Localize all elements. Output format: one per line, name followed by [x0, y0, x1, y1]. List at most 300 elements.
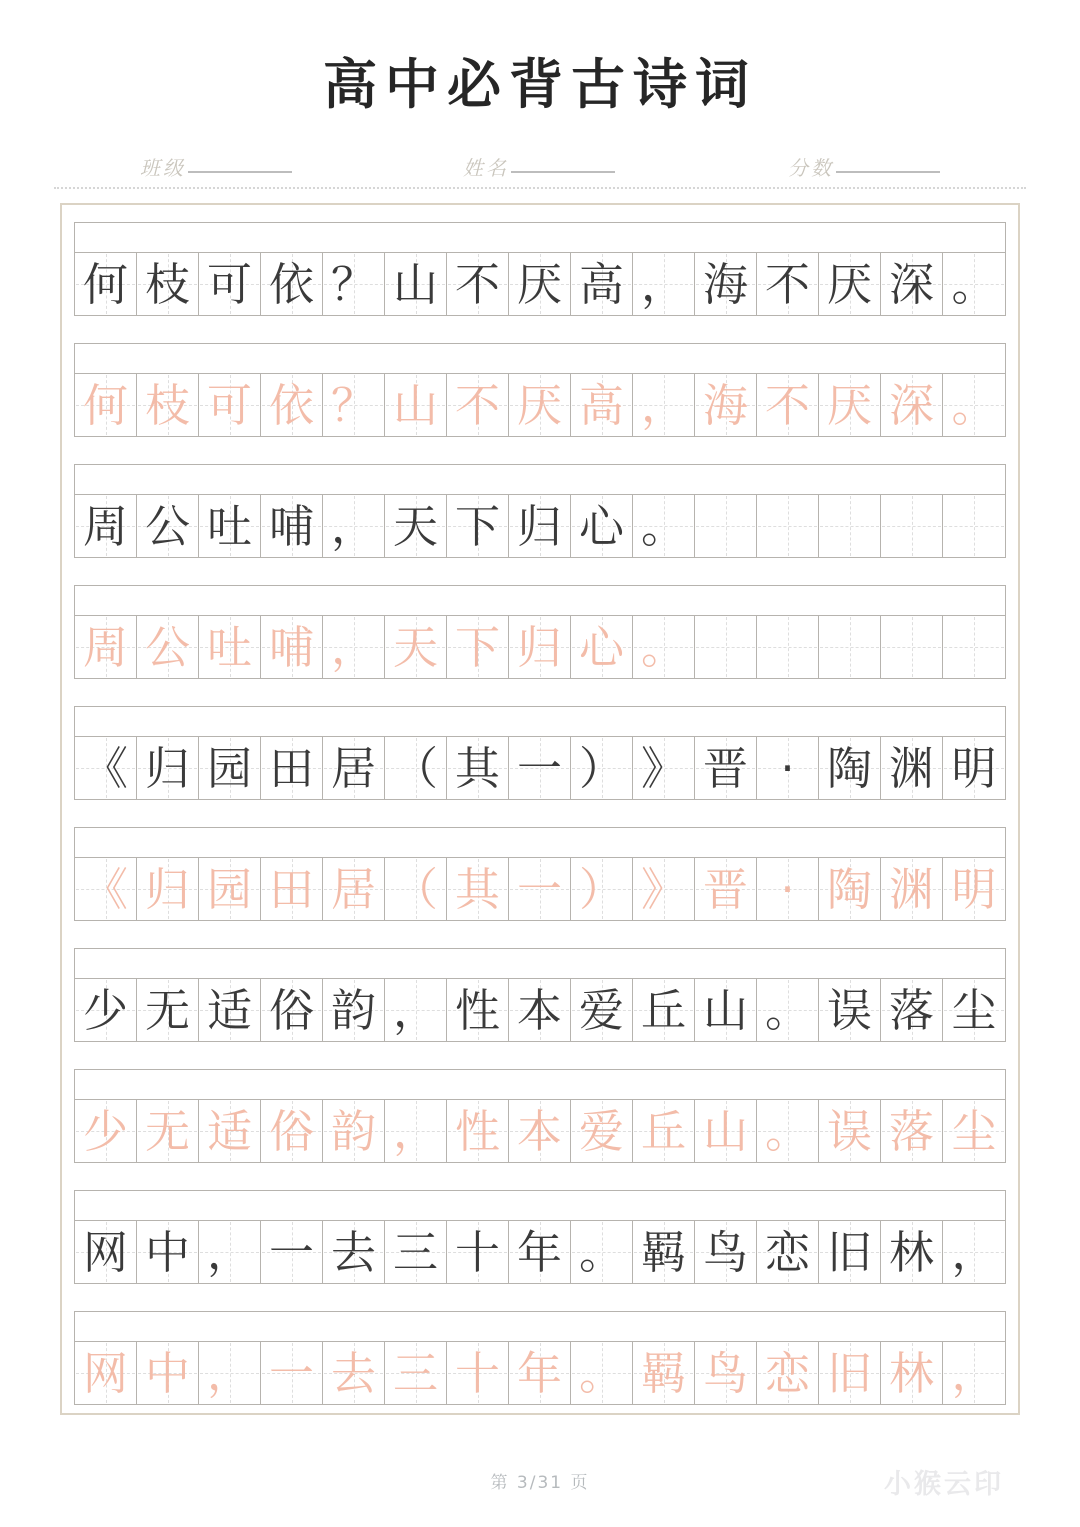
practice-cell: [137, 253, 199, 315]
trace-glyph: 山: [702, 1104, 748, 1158]
practice-cell: [199, 1221, 261, 1283]
example-glyph: ？: [330, 257, 376, 311]
practice-cell: [571, 495, 633, 557]
example-glyph: ，: [206, 1225, 252, 1279]
trace-glyph: 不: [764, 378, 810, 432]
trace-glyph: 适: [206, 1104, 252, 1158]
example-glyph: 渊: [888, 741, 934, 795]
trace-glyph: 。: [578, 1346, 624, 1400]
page-number: 第 3/31 页: [490, 1473, 590, 1493]
example-glyph: 海: [702, 257, 748, 311]
trace-glyph: 天: [392, 620, 438, 674]
practice-cell: [881, 1100, 943, 1162]
trace-glyph: ，: [640, 378, 686, 432]
spacer-strip: [74, 343, 1006, 373]
score-field: [788, 152, 940, 181]
practice-cell: [199, 737, 261, 799]
practice-cell: [261, 1100, 323, 1162]
practice-cell: [447, 1342, 509, 1404]
practice-cell: [819, 616, 881, 678]
example-glyph: ，: [330, 499, 376, 553]
practice-cell: [819, 495, 881, 557]
trace-glyph: 林: [888, 1346, 934, 1400]
practice-row: [74, 373, 1006, 437]
practice-cell: [509, 374, 571, 436]
practice-cell: [261, 1221, 323, 1283]
practice-row: [74, 857, 1006, 921]
example-glyph: [881, 495, 942, 557]
trace-glyph: 中: [144, 1346, 190, 1400]
trace-glyph: 羁: [640, 1346, 686, 1400]
example-glyph: 。: [764, 983, 810, 1037]
example-glyph: 》: [640, 741, 686, 795]
example-glyph: 中: [144, 1225, 190, 1279]
example-glyph: 公: [144, 499, 190, 553]
trace-glyph: 厌: [826, 378, 872, 432]
trace-glyph: 爱: [578, 1104, 624, 1158]
trace-glyph: 山: [392, 378, 438, 432]
trace-glyph: 十: [454, 1346, 500, 1400]
practice-cell: [571, 616, 633, 678]
practice-cell: [385, 253, 447, 315]
practice-cell: [881, 979, 943, 1041]
practice-row: [74, 1220, 1006, 1284]
name-field-label: 姓名: [463, 156, 509, 180]
practice-cell: [509, 253, 571, 315]
practice-cell: [261, 858, 323, 920]
practice-cell: [447, 1221, 509, 1283]
trace-glyph: 恋: [764, 1346, 810, 1400]
trace-glyph: [695, 616, 756, 678]
practice-cell: [757, 1100, 819, 1162]
example-glyph: 周: [82, 499, 128, 553]
example-glyph: 年: [516, 1225, 562, 1279]
example-glyph: [819, 495, 880, 557]
trace-glyph: 。: [640, 620, 686, 674]
practice-cell: [199, 374, 261, 436]
trace-glyph: ，: [951, 1346, 997, 1400]
example-glyph: 《: [82, 741, 128, 795]
example-glyph: 深: [888, 257, 934, 311]
practice-cell: [881, 374, 943, 436]
practice-cell: [385, 616, 447, 678]
practice-cell: [571, 858, 633, 920]
class-field-label: 班级: [140, 156, 186, 180]
practice-cell: [633, 979, 695, 1041]
practice-cell: [199, 495, 261, 557]
practice-cell: [199, 1342, 261, 1404]
trace-glyph: ·: [780, 862, 795, 916]
practice-cell: [819, 858, 881, 920]
trace-line-group: [74, 1069, 1018, 1163]
practice-cell: [137, 1342, 199, 1404]
practice-cell: [385, 374, 447, 436]
practice-cell: [943, 1100, 1005, 1162]
trace-glyph: 可: [206, 378, 252, 432]
example-glyph: 羁: [640, 1225, 686, 1279]
practice-cell: [757, 1342, 819, 1404]
example-line-group: [74, 464, 1018, 558]
example-glyph: 园: [206, 741, 252, 795]
trace-glyph: 鸟: [702, 1346, 748, 1400]
practice-cell: [633, 1100, 695, 1162]
practice-cell: [261, 495, 323, 557]
practice-cell: [571, 1221, 633, 1283]
trace-glyph: 不: [454, 378, 500, 432]
practice-cell: [75, 616, 137, 678]
practice-cell: [137, 616, 199, 678]
practice-cell: [633, 616, 695, 678]
practice-cell: [881, 1342, 943, 1404]
example-glyph: 一: [516, 741, 562, 795]
practice-row: [74, 736, 1006, 800]
trace-glyph: 少: [82, 1104, 128, 1158]
trace-glyph: 海: [702, 378, 748, 432]
spacer-strip: [74, 827, 1006, 857]
practice-cell: [757, 1221, 819, 1283]
practice-cell: [819, 1100, 881, 1162]
example-glyph: 不: [454, 257, 500, 311]
trace-glyph: [819, 616, 880, 678]
example-glyph: 鸟: [702, 1225, 748, 1279]
trace-glyph: 园: [206, 862, 252, 916]
practice-cell: [323, 1100, 385, 1162]
trace-glyph: [757, 616, 818, 678]
practice-row: [74, 252, 1006, 316]
example-glyph: （: [392, 741, 438, 795]
practice-cell: [943, 737, 1005, 799]
practice-cell: [447, 495, 509, 557]
example-glyph: 。: [951, 257, 997, 311]
trace-line-group: [74, 827, 1018, 921]
trace-glyph: 网: [82, 1346, 128, 1400]
trace-glyph: 陶: [826, 862, 872, 916]
practice-cell: [757, 495, 819, 557]
practice-cell: [943, 374, 1005, 436]
practice-cell: [695, 253, 757, 315]
example-glyph: ，: [951, 1225, 997, 1279]
trace-glyph: ）: [578, 862, 624, 916]
spacer-strip: [74, 706, 1006, 736]
practice-cell: [199, 858, 261, 920]
practice-cell: [881, 616, 943, 678]
trace-glyph: 归: [516, 620, 562, 674]
practice-cell: [447, 1100, 509, 1162]
example-line-group: [74, 706, 1018, 800]
trace-glyph: 下: [454, 620, 500, 674]
practice-cell: [447, 979, 509, 1041]
example-glyph: 田: [268, 741, 314, 795]
practice-cell: [261, 979, 323, 1041]
practice-cell: [137, 1221, 199, 1283]
trace-glyph: 无: [144, 1104, 190, 1158]
practice-cell: [757, 979, 819, 1041]
trace-glyph: 一: [268, 1346, 314, 1400]
practice-cell: [757, 858, 819, 920]
practice-cell: [75, 737, 137, 799]
practice-row: [74, 615, 1006, 679]
practice-cell: [695, 1100, 757, 1162]
watermark-logo: 小猴云印: [884, 1469, 1004, 1500]
example-glyph: ·: [780, 741, 795, 795]
practice-cell: [509, 858, 571, 920]
class-field-underline: [188, 171, 292, 173]
practice-cell: [819, 374, 881, 436]
practice-cell: [695, 374, 757, 436]
name-field: [463, 152, 615, 181]
practice-cell: [447, 374, 509, 436]
example-glyph: 性: [454, 983, 500, 1037]
trace-glyph: 深: [888, 378, 934, 432]
practice-cell: [633, 1342, 695, 1404]
practice-cell: [261, 737, 323, 799]
practice-cell: [323, 616, 385, 678]
practice-cell: [943, 616, 1005, 678]
practice-cell: [509, 979, 571, 1041]
practice-cell: [137, 979, 199, 1041]
example-glyph: 心: [578, 499, 624, 553]
example-glyph: 枝: [144, 257, 190, 311]
example-glyph: 居: [330, 741, 376, 795]
practice-cell: [385, 1100, 447, 1162]
practice-cell: [757, 616, 819, 678]
practice-cell: [75, 1100, 137, 1162]
example-glyph: 可: [206, 257, 252, 311]
practice-cell: [633, 737, 695, 799]
example-glyph: 吐: [206, 499, 252, 553]
trace-glyph: 渊: [888, 862, 934, 916]
trace-glyph: 公: [144, 620, 190, 674]
score-field-underline: [836, 171, 940, 173]
practice-cell: [385, 1221, 447, 1283]
example-glyph: 晋: [702, 741, 748, 795]
example-glyph: ，: [392, 983, 438, 1037]
page-title: 高中必背古诗词: [323, 53, 757, 116]
practice-cell: [323, 1221, 385, 1283]
name-field-underline: [511, 171, 615, 173]
practice-cell: [943, 1342, 1005, 1404]
example-glyph: 哺: [268, 499, 314, 553]
practice-cell: [695, 737, 757, 799]
example-glyph: 适: [206, 983, 252, 1037]
practice-cell: [571, 374, 633, 436]
practice-cell: [571, 1100, 633, 1162]
trace-glyph: 一: [516, 862, 562, 916]
practice-cell: [571, 1342, 633, 1404]
practice-cell: [509, 1221, 571, 1283]
trace-glyph: [881, 616, 942, 678]
example-glyph: 。: [640, 499, 686, 553]
trace-glyph: 。: [764, 1104, 810, 1158]
spacer-strip: [74, 1069, 1006, 1099]
example-glyph: 无: [144, 983, 190, 1037]
example-glyph: 明: [951, 741, 997, 795]
example-glyph: 尘: [951, 983, 997, 1037]
class-field: [140, 152, 292, 181]
practice-cell: [323, 495, 385, 557]
example-line-group: [74, 222, 1018, 316]
practice-sheet: [60, 203, 1020, 1415]
example-glyph: 厌: [826, 257, 872, 311]
practice-cell: [633, 1221, 695, 1283]
practice-cell: [137, 1100, 199, 1162]
example-glyph: 一: [268, 1225, 314, 1279]
example-glyph: ，: [640, 257, 686, 311]
trace-glyph: 其: [454, 862, 500, 916]
practice-cell: [881, 253, 943, 315]
trace-glyph: 心: [578, 620, 624, 674]
trace-glyph: 《: [82, 862, 128, 916]
practice-cell: [385, 979, 447, 1041]
trace-glyph: 归: [144, 862, 190, 916]
practice-cell: [323, 374, 385, 436]
practice-cell: [447, 253, 509, 315]
trace-line-group: [74, 343, 1018, 437]
trace-glyph: 去: [330, 1346, 376, 1400]
trace-glyph: 落: [888, 1104, 934, 1158]
spacer-strip: [74, 1311, 1006, 1341]
example-line-group: [74, 1190, 1018, 1284]
practice-cell: [261, 374, 323, 436]
practice-cell: [75, 495, 137, 557]
trace-glyph: 田: [268, 862, 314, 916]
example-glyph: 韵: [330, 983, 376, 1037]
score-field-label: 分数: [788, 156, 834, 180]
practice-cell: [447, 616, 509, 678]
trace-glyph: 误: [826, 1104, 872, 1158]
example-glyph: 陶: [826, 741, 872, 795]
example-glyph: 下: [454, 499, 500, 553]
practice-cell: [695, 616, 757, 678]
example-glyph: 本: [516, 983, 562, 1037]
trace-glyph: 何: [82, 378, 128, 432]
practice-cell: [819, 737, 881, 799]
practice-cell: [695, 858, 757, 920]
spacer-strip: [74, 948, 1006, 978]
practice-cell: [261, 253, 323, 315]
practice-cell: [75, 253, 137, 315]
example-glyph: 不: [764, 257, 810, 311]
practice-cell: [943, 495, 1005, 557]
practice-cell: [571, 253, 633, 315]
practice-cell: [881, 858, 943, 920]
practice-cell: [447, 858, 509, 920]
practice-cell: [943, 979, 1005, 1041]
trace-glyph: 性: [454, 1104, 500, 1158]
example-glyph: [695, 495, 756, 557]
practice-cell: [323, 979, 385, 1041]
practice-cell: [509, 1342, 571, 1404]
practice-cell: [75, 979, 137, 1041]
practice-cell: [137, 495, 199, 557]
practice-cell: [509, 495, 571, 557]
example-glyph: 依: [268, 257, 314, 311]
practice-cell: [137, 737, 199, 799]
header-separator: [54, 187, 1026, 189]
practice-cell: [261, 616, 323, 678]
example-glyph: 去: [330, 1225, 376, 1279]
practice-cell: [757, 374, 819, 436]
practice-cell: [447, 737, 509, 799]
practice-cell: [137, 858, 199, 920]
practice-row: [74, 978, 1006, 1042]
example-glyph: 归: [516, 499, 562, 553]
practice-cell: [695, 495, 757, 557]
example-glyph: 误: [826, 983, 872, 1037]
trace-glyph: 周: [82, 620, 128, 674]
example-glyph: 其: [454, 741, 500, 795]
practice-cell: [633, 858, 695, 920]
trace-glyph: 旧: [826, 1346, 872, 1400]
example-glyph: 天: [392, 499, 438, 553]
example-glyph: 山: [702, 983, 748, 1037]
example-glyph: 高: [578, 257, 624, 311]
example-glyph: 网: [82, 1225, 128, 1279]
spacer-strip: [74, 464, 1006, 494]
practice-row: [74, 1341, 1006, 1405]
practice-cell: [199, 1100, 261, 1162]
trace-glyph: 三: [392, 1346, 438, 1400]
trace-glyph: 本: [516, 1104, 562, 1158]
example-glyph: 。: [578, 1225, 624, 1279]
example-glyph: 十: [454, 1225, 500, 1279]
trace-glyph: 尘: [951, 1104, 997, 1158]
practice-cell: [881, 737, 943, 799]
practice-cell: [323, 1342, 385, 1404]
example-line-group: [74, 948, 1018, 1042]
trace-glyph: 高: [578, 378, 624, 432]
practice-cell: [695, 1221, 757, 1283]
practice-cell: [633, 374, 695, 436]
spacer-strip: [74, 1190, 1006, 1220]
example-glyph: 旧: [826, 1225, 872, 1279]
example-glyph: 厌: [516, 257, 562, 311]
practice-cell: [819, 253, 881, 315]
trace-glyph: 。: [951, 378, 997, 432]
trace-line-group: [74, 1311, 1018, 1405]
practice-cell: [137, 374, 199, 436]
practice-cell: [75, 1342, 137, 1404]
example-glyph: 恋: [764, 1225, 810, 1279]
practice-cell: [757, 253, 819, 315]
practice-cell: [323, 253, 385, 315]
practice-cell: [75, 858, 137, 920]
trace-glyph: 哺: [268, 620, 314, 674]
practice-cell: [75, 374, 137, 436]
trace-glyph: （: [392, 862, 438, 916]
practice-cell: [571, 979, 633, 1041]
trace-glyph: 俗: [268, 1104, 314, 1158]
practice-cell: [385, 737, 447, 799]
trace-glyph: 明: [951, 862, 997, 916]
practice-cell: [323, 858, 385, 920]
trace-glyph: ？: [330, 378, 376, 432]
trace-glyph: 厌: [516, 378, 562, 432]
example-glyph: 林: [888, 1225, 934, 1279]
trace-glyph: 韵: [330, 1104, 376, 1158]
trace-glyph: 枝: [144, 378, 190, 432]
practice-cell: [819, 979, 881, 1041]
spacer-strip: [74, 222, 1006, 252]
practice-cell: [323, 737, 385, 799]
practice-cell: [509, 737, 571, 799]
trace-glyph: 居: [330, 862, 376, 916]
practice-cell: [509, 1100, 571, 1162]
practice-cell: [943, 1221, 1005, 1283]
trace-glyph: 晋: [702, 862, 748, 916]
practice-cell: [385, 1342, 447, 1404]
example-glyph: 落: [888, 983, 934, 1037]
